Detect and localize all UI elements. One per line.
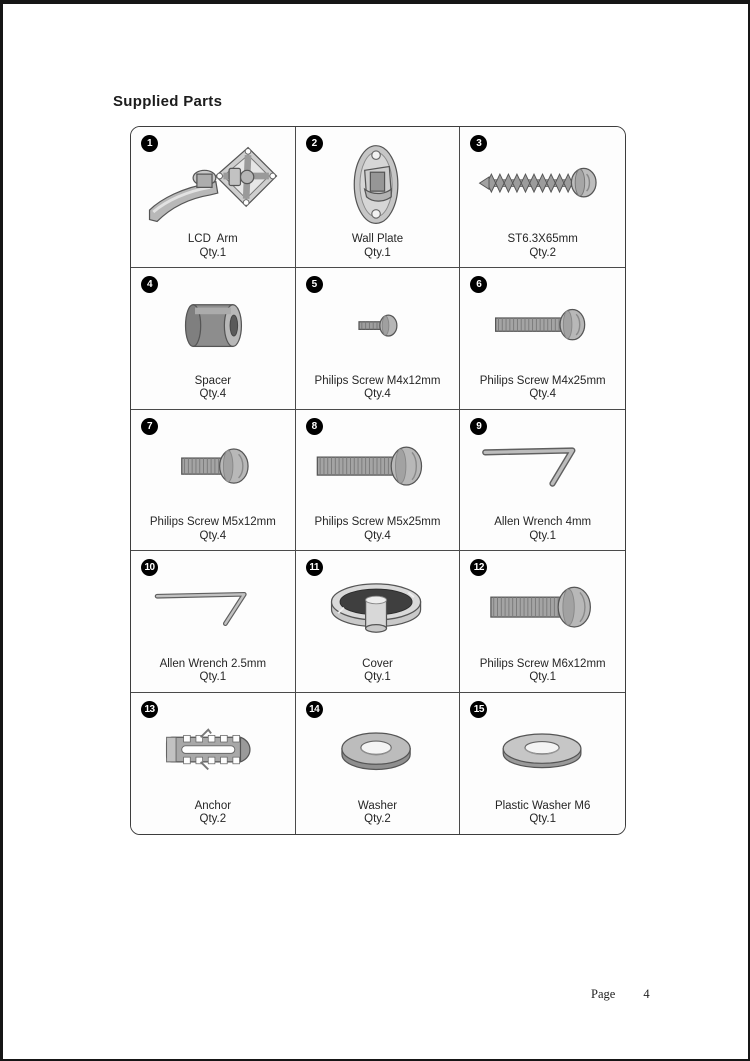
part-number-badge: 4 [141, 276, 158, 293]
part-cell [460, 693, 625, 834]
part-caption [460, 800, 625, 827]
part-caption [131, 516, 295, 543]
part-name: Wall Plate [351, 233, 404, 246]
part-name: LCD Arm [187, 233, 238, 246]
part-name: Washer [357, 799, 398, 812]
part-number-badge: 10 [141, 559, 158, 576]
anchor-icon [137, 705, 289, 798]
screw-m4x12-icon [302, 280, 454, 372]
part-quantity: Qty.1 [364, 246, 391, 259]
part-quantity: Qty.4 [364, 529, 391, 542]
part-caption [460, 233, 625, 260]
lcd-arm-icon [137, 139, 289, 231]
supplied-parts-table [130, 126, 626, 835]
part-quantity: Qty.2 [199, 813, 227, 826]
part-cell [296, 693, 461, 834]
part-cell [460, 268, 625, 409]
part-quantity: Qty.1 [529, 529, 556, 542]
part-name: Anchor [194, 799, 232, 812]
page-footer-label: Page [591, 987, 616, 1001]
part-name: Philips Screw M5x25mm [314, 516, 441, 529]
part-number-badge: 15 [470, 701, 487, 718]
cover-icon [302, 563, 454, 655]
document-page [3, 4, 748, 1059]
part-quantity: Qty.4 [529, 388, 556, 401]
part-number-badge: 1 [141, 135, 158, 152]
part-name: Cover [362, 657, 393, 670]
part-number-badge: 5 [306, 276, 323, 293]
screw-m5x25-icon [302, 422, 454, 514]
part-cell [460, 551, 625, 692]
part-name: Philips Screw M6x12mm [479, 657, 606, 670]
part-quantity: Qty.4 [199, 529, 227, 542]
part-name: Philips Screw M4x25mm [479, 374, 606, 387]
washer-icon [302, 705, 454, 798]
wall-plate-icon [302, 139, 454, 231]
allen-wrench-icon [466, 422, 619, 514]
part-number-badge: 9 [470, 418, 487, 435]
part-number-badge: 3 [470, 135, 487, 152]
part-name: Allen Wrench 2.5mm [159, 657, 267, 670]
part-number-badge: 8 [306, 418, 323, 435]
part-cell [131, 268, 296, 409]
part-number-badge: 13 [141, 701, 158, 718]
part-name: Plastic Washer M6 [494, 799, 591, 812]
part-name: Philips Screw M5x12mm [149, 516, 276, 529]
part-cell [296, 410, 461, 551]
part-quantity: Qty.1 [529, 671, 556, 684]
page-footer [591, 987, 650, 1002]
part-number-badge: 14 [306, 701, 323, 718]
part-quantity: Qty.1 [199, 671, 227, 684]
allen-wrench-thin-icon [137, 563, 289, 655]
part-caption [131, 233, 295, 260]
part-quantity: Qty.2 [529, 246, 556, 259]
part-caption [460, 375, 625, 402]
part-number-badge: 7 [141, 418, 158, 435]
part-caption [296, 516, 460, 543]
part-caption [131, 800, 295, 827]
screw-m5x12-icon [137, 422, 289, 514]
plastic-washer-icon [466, 705, 619, 798]
spacer-icon [137, 280, 289, 372]
part-quantity: Qty.1 [199, 246, 227, 259]
part-caption [460, 658, 625, 685]
part-cell [131, 551, 296, 692]
wood-screw-icon [466, 139, 619, 231]
part-name: ST6.3X65mm [507, 233, 578, 246]
screw-m6x12-icon [466, 563, 619, 655]
part-caption [296, 800, 460, 827]
part-cell [460, 127, 625, 268]
part-name: Allen Wrench 4mm [494, 516, 592, 529]
part-caption [131, 375, 295, 402]
part-cell [296, 551, 461, 692]
part-cell [131, 693, 296, 834]
part-cell [296, 268, 461, 409]
part-cell [131, 410, 296, 551]
part-quantity: Qty.4 [364, 388, 391, 401]
part-cell [131, 127, 296, 268]
part-caption [460, 516, 625, 543]
part-number-badge: 12 [470, 559, 487, 576]
part-cell [460, 410, 625, 551]
part-caption [296, 233, 460, 260]
part-name: Philips Screw M4x12mm [314, 374, 441, 387]
part-caption [131, 658, 295, 685]
part-number-badge: 2 [306, 135, 323, 152]
part-number-badge: 11 [306, 559, 323, 576]
part-quantity: Qty.2 [364, 813, 391, 826]
part-quantity: Qty.1 [529, 813, 556, 826]
screw-m4x25-icon [466, 280, 619, 372]
part-number-badge: 6 [470, 276, 487, 293]
part-name: Spacer [194, 374, 232, 387]
part-cell [296, 127, 461, 268]
part-quantity: Qty.1 [364, 671, 391, 684]
part-caption [296, 658, 460, 685]
page-footer-number: 4 [643, 987, 650, 1001]
page-title: Supplied Parts [113, 93, 223, 110]
part-quantity: Qty.4 [199, 388, 227, 401]
part-caption [296, 375, 460, 402]
